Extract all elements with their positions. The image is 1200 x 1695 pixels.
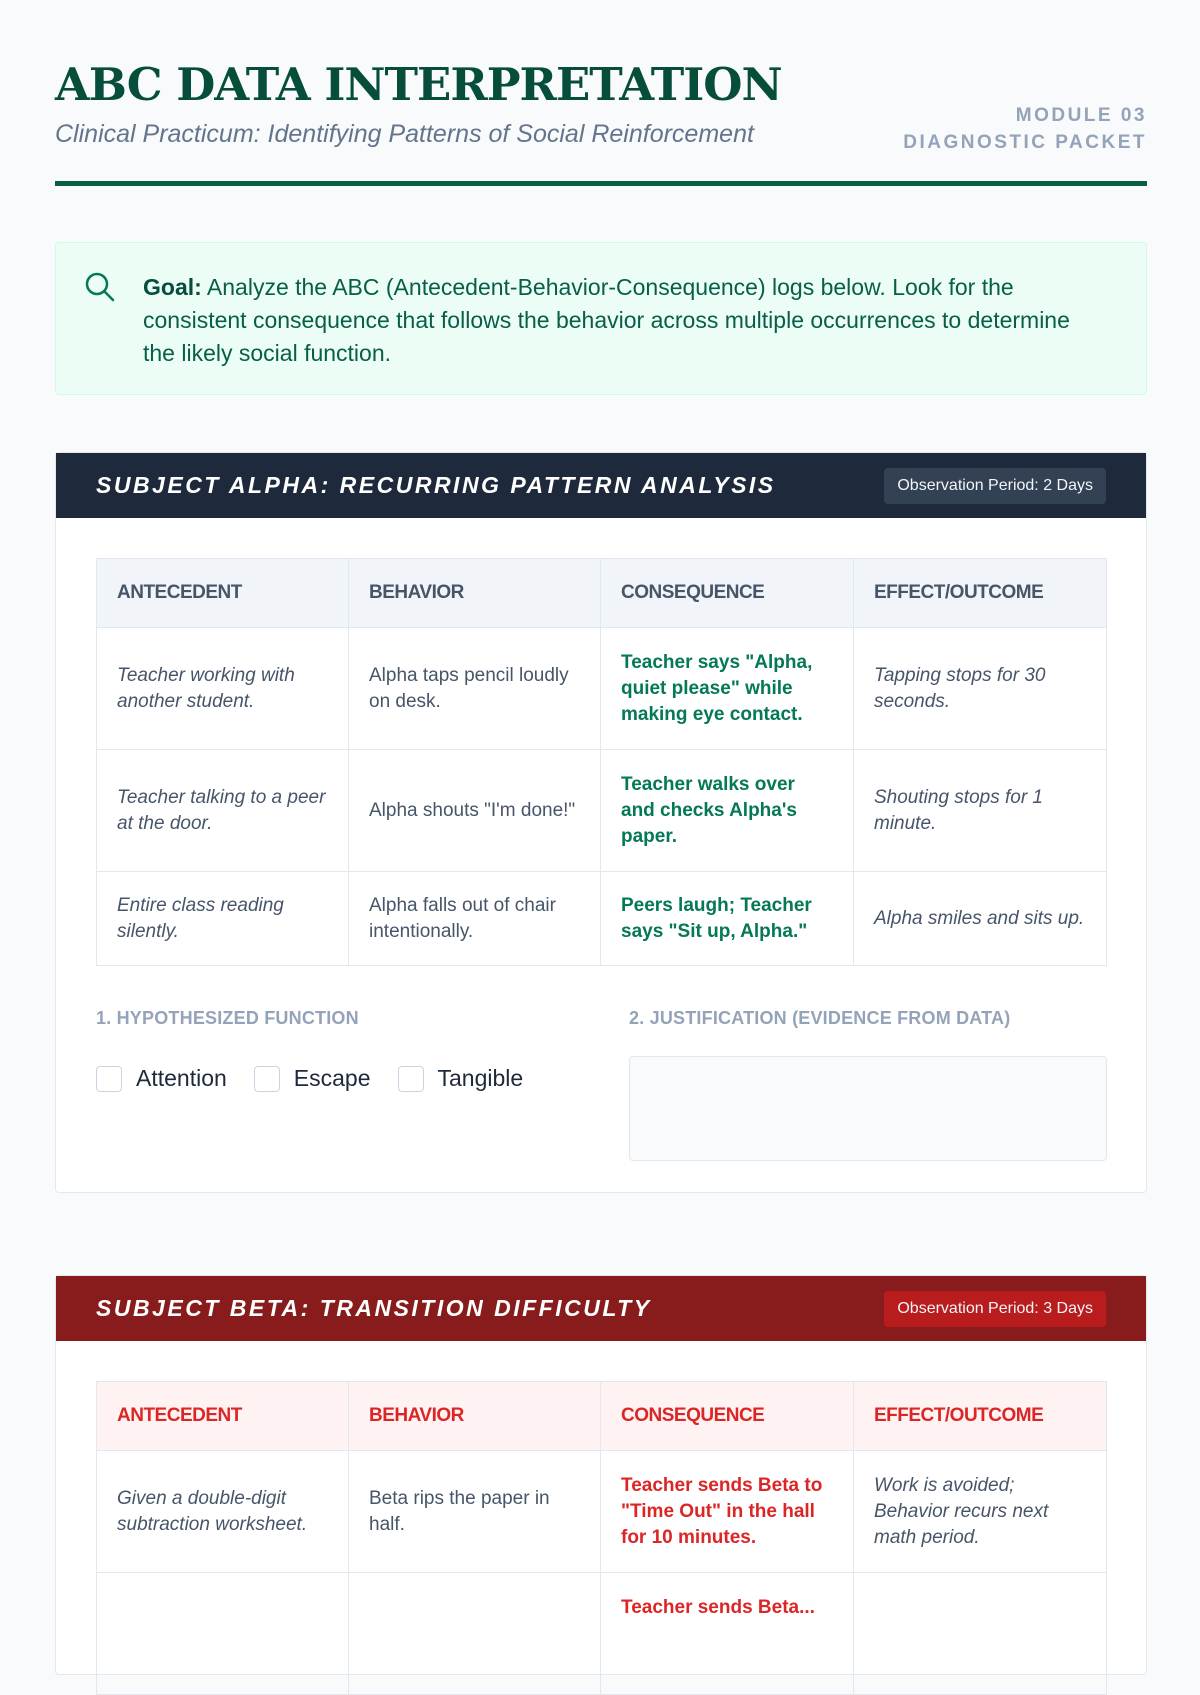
tangible-option[interactable]: [398, 1065, 524, 1092]
table-header-row: [97, 559, 1107, 628]
effect-cell: Tapping stops for 30 seconds.: [854, 628, 1107, 750]
subject-beta-card: [55, 1275, 1147, 1675]
column-header-antecedent: ANTECEDENT: [97, 1382, 349, 1451]
goal-box: [55, 242, 1147, 395]
column-header-behavior: BEHAVIOR: [349, 1382, 601, 1451]
column-header-effect: EFFECT/OUTCOME: [854, 1382, 1107, 1451]
justification-input[interactable]: [629, 1056, 1107, 1161]
behavior-cell: Alpha shouts "I'm done!": [349, 750, 601, 872]
escape-label: Escape: [293, 1065, 371, 1091]
effect-cell: Shouting stops for 1 minute.: [854, 750, 1107, 872]
packet-label: DIAGNOSTIC PACKET: [903, 132, 1147, 153]
header-divider: [55, 181, 1147, 186]
tangible-label: Tangible: [437, 1065, 524, 1091]
search-icon: [84, 271, 116, 303]
column-header-consequence: CONSEQUENCE: [601, 1382, 854, 1451]
subject-alpha-card: [55, 452, 1147, 1193]
behavior-cell: Alpha taps pencil loudly on desk.: [349, 628, 601, 750]
effect-cell: Alpha smiles and sits up.: [854, 872, 1107, 966]
module-label: [903, 102, 1147, 156]
consequence-cell: Peers laugh; Teacher says "Sit up, Alpha.": [601, 872, 854, 966]
behavior-cell: [349, 1573, 601, 1695]
behavior-cell: Alpha falls out of chair intentionally.: [349, 872, 601, 966]
antecedent-cell: Entire class reading silently.: [97, 872, 349, 966]
effect-cell: [854, 1573, 1107, 1695]
table-row: [97, 1451, 1107, 1573]
escape-option[interactable]: [254, 1065, 371, 1092]
observation-period-badge: Observation Period: 3 Days: [884, 1291, 1106, 1327]
module-number: MODULE 03: [1015, 105, 1147, 126]
antecedent-cell: [97, 1573, 349, 1695]
consequence-cell: Teacher says "Alpha, quiet please" while making eye contact.: [601, 628, 854, 750]
consequence-cell: Teacher walks over and checks Alpha's paper.: [601, 750, 854, 872]
table-row: [97, 628, 1107, 750]
attention-label: Attention: [136, 1065, 227, 1091]
page-subtitle: Clinical Practicum: Identifying Patterns of Social Reinforcement: [55, 120, 754, 148]
escape-checkbox[interactable]: [254, 1066, 280, 1092]
attention-checkbox[interactable]: [96, 1066, 122, 1092]
column-header-effect: EFFECT/OUTCOME: [854, 559, 1107, 628]
effect-cell: Work is avoided; Behavior recurs next math period.: [854, 1451, 1107, 1573]
attention-option[interactable]: [96, 1065, 227, 1092]
table-row: [97, 1573, 1107, 1695]
antecedent-cell: Teacher working with another student.: [97, 628, 349, 750]
hypothesized-function-label: 1. HYPOTHESIZED FUNCTION: [96, 1008, 359, 1028]
antecedent-cell: Given a double-digit subtraction worksheet.: [97, 1451, 349, 1573]
goal-label: Goal:: [143, 274, 202, 300]
subject-alpha-header: [56, 453, 1146, 518]
tangible-checkbox[interactable]: [398, 1066, 424, 1092]
goal-description: Analyze the ABC (Antecedent-Behavior-Consequence) logs below. Look for the consistent consequence that follows the behavior across multiple occurrences to determine the likely social function.: [143, 274, 1070, 366]
document-header: [55, 0, 1147, 188]
column-header-consequence: CONSEQUENCE: [601, 559, 854, 628]
justification-label: 2. JUSTIFICATION (EVIDENCE FROM DATA): [629, 1008, 1011, 1028]
document-page: [55, 0, 1147, 1618]
function-options: [96, 1065, 550, 1092]
column-header-behavior: BEHAVIOR: [349, 559, 601, 628]
table-row: [97, 750, 1107, 872]
goal-text: [143, 271, 1103, 370]
observation-period-badge: Observation Period: 2 Days: [884, 468, 1106, 504]
page-title: ABC DATA INTERPRETATION: [55, 58, 782, 111]
subject-beta-header: [56, 1276, 1146, 1341]
column-header-antecedent: ANTECEDENT: [97, 559, 349, 628]
subject-alpha-title: SUBJECT ALPHA: RECURRING PATTERN ANALYSIS: [96, 472, 776, 498]
alpha-abc-table: [96, 558, 1107, 966]
beta-abc-table: [96, 1381, 1107, 1695]
table-row: [97, 872, 1107, 966]
behavior-cell: Beta rips the paper in half.: [349, 1451, 601, 1573]
consequence-cell: Teacher sends Beta...: [601, 1573, 854, 1695]
antecedent-cell: Teacher talking to a peer at the door.: [97, 750, 349, 872]
subject-beta-title: SUBJECT BETA: TRANSITION DIFFICULTY: [96, 1295, 652, 1321]
consequence-cell: Teacher sends Beta to "Time Out" in the hall for 10 minutes.: [601, 1451, 854, 1573]
table-header-row: [97, 1382, 1107, 1451]
